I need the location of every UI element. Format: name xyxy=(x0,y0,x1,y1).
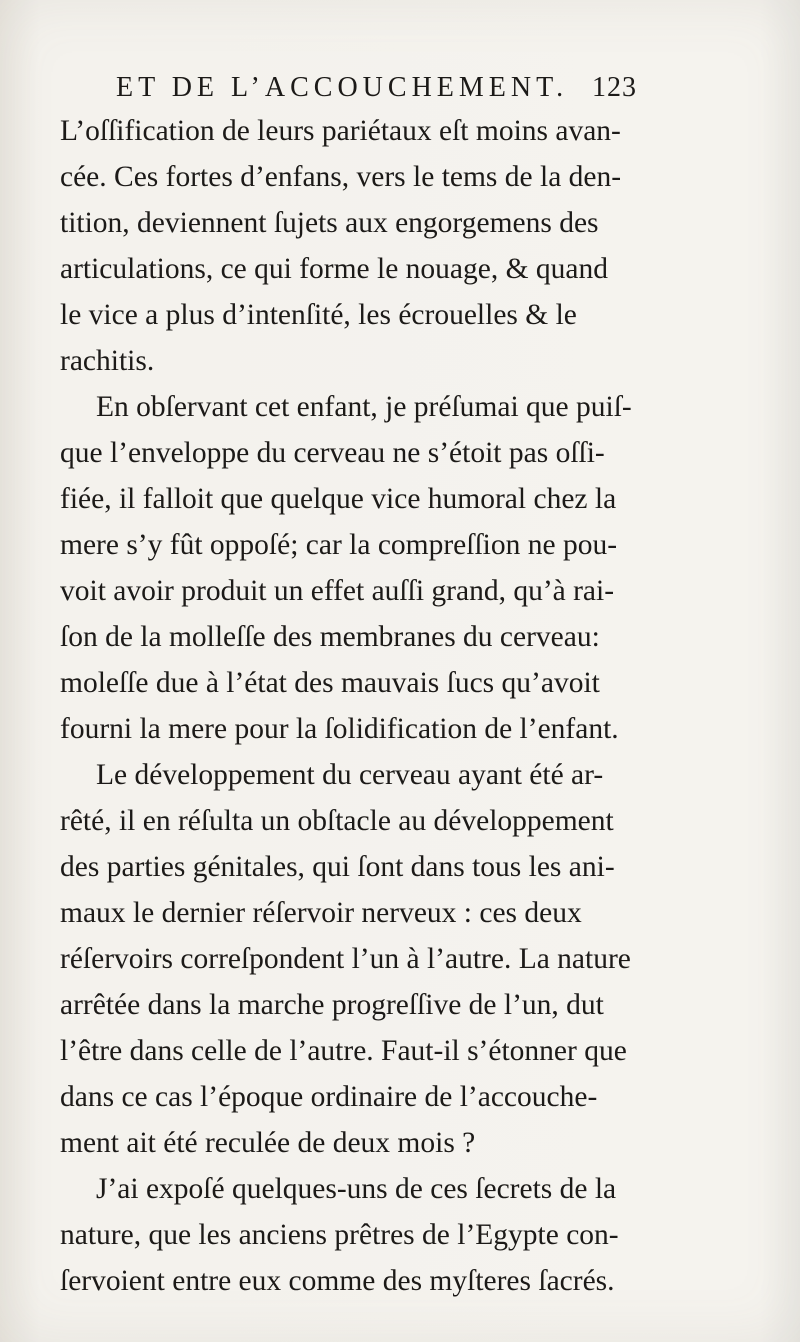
text-line: tition, deviennent ſujets aux engorgemens des xyxy=(60,207,599,239)
text-line: fiée, il falloit que quelque vice humoral chez la xyxy=(60,483,617,515)
text-line: voit avoir produit un effet auſſi grand, qu’à rai- xyxy=(60,575,615,607)
text-line: le vice a plus d’intenſité, les écrouelles & le xyxy=(60,299,577,331)
text-line: des parties génitales, qui ſont dans tous les ani- xyxy=(60,851,615,883)
text-line: ſon de la molleſſe des membranes du cerveau: xyxy=(60,621,600,653)
text-line: mere s’y fût oppoſé; car la compreſſion ne pou- xyxy=(60,529,618,561)
text-line: L’oſſification de leurs pariétaux eſt moins avan- xyxy=(60,115,621,147)
text-line: réſervoirs correſpondent l’un à l’autre. La nature xyxy=(60,943,631,975)
text-line: que l’enveloppe du cerveau ne s’étoit pas oſſi- xyxy=(60,437,605,469)
page-number: 123 xyxy=(592,72,637,103)
text-line: ſervoient entre eux comme des myſteres ſacrés. xyxy=(60,1265,615,1297)
text-line: maux le dernier réſervoir nerveux : ces deux xyxy=(60,897,582,929)
running-head xyxy=(116,72,736,112)
text-line: cée. Ces fortes d’enfans, vers le tems de la den- xyxy=(60,161,622,193)
text-line: nature, que les anciens prêtres de l’Egypte con- xyxy=(60,1219,619,1251)
paragraph-start-line: J’ai expoſé quelques-uns de ces ſecrets de la xyxy=(96,1173,617,1205)
text-line: rêté, il en réſulta un obſtacle au développement xyxy=(60,805,614,837)
text-line: dans ce cas l’époque ordinaire de l’accouche- xyxy=(60,1081,598,1113)
text-line: articulations, ce qui forme le nouage, & quand xyxy=(60,253,609,285)
text-line: rachitis. xyxy=(60,345,155,377)
paragraph-start-line: En obſervant cet enfant, je préſumai que puiſ- xyxy=(96,391,632,423)
text-line: ment ait été reculée de deux mois ? xyxy=(60,1127,476,1159)
text-line: moleſſe due à l’état des mauvais ſucs qu’avoit xyxy=(60,667,600,699)
running-head-title: ET DE L’ACCOUCHEMENT. xyxy=(116,72,569,103)
text-line: fourni la mere pour la ſolidification de l’enfant. xyxy=(60,713,619,745)
text-line: arrêtée dans la marche progreſſive de l’un, dut xyxy=(60,989,604,1021)
paragraph-start-line: Le développement du cerveau ayant été ar- xyxy=(96,759,604,791)
text-line: l’être dans celle de l’autre. Faut-il s’étonner que xyxy=(60,1035,627,1067)
